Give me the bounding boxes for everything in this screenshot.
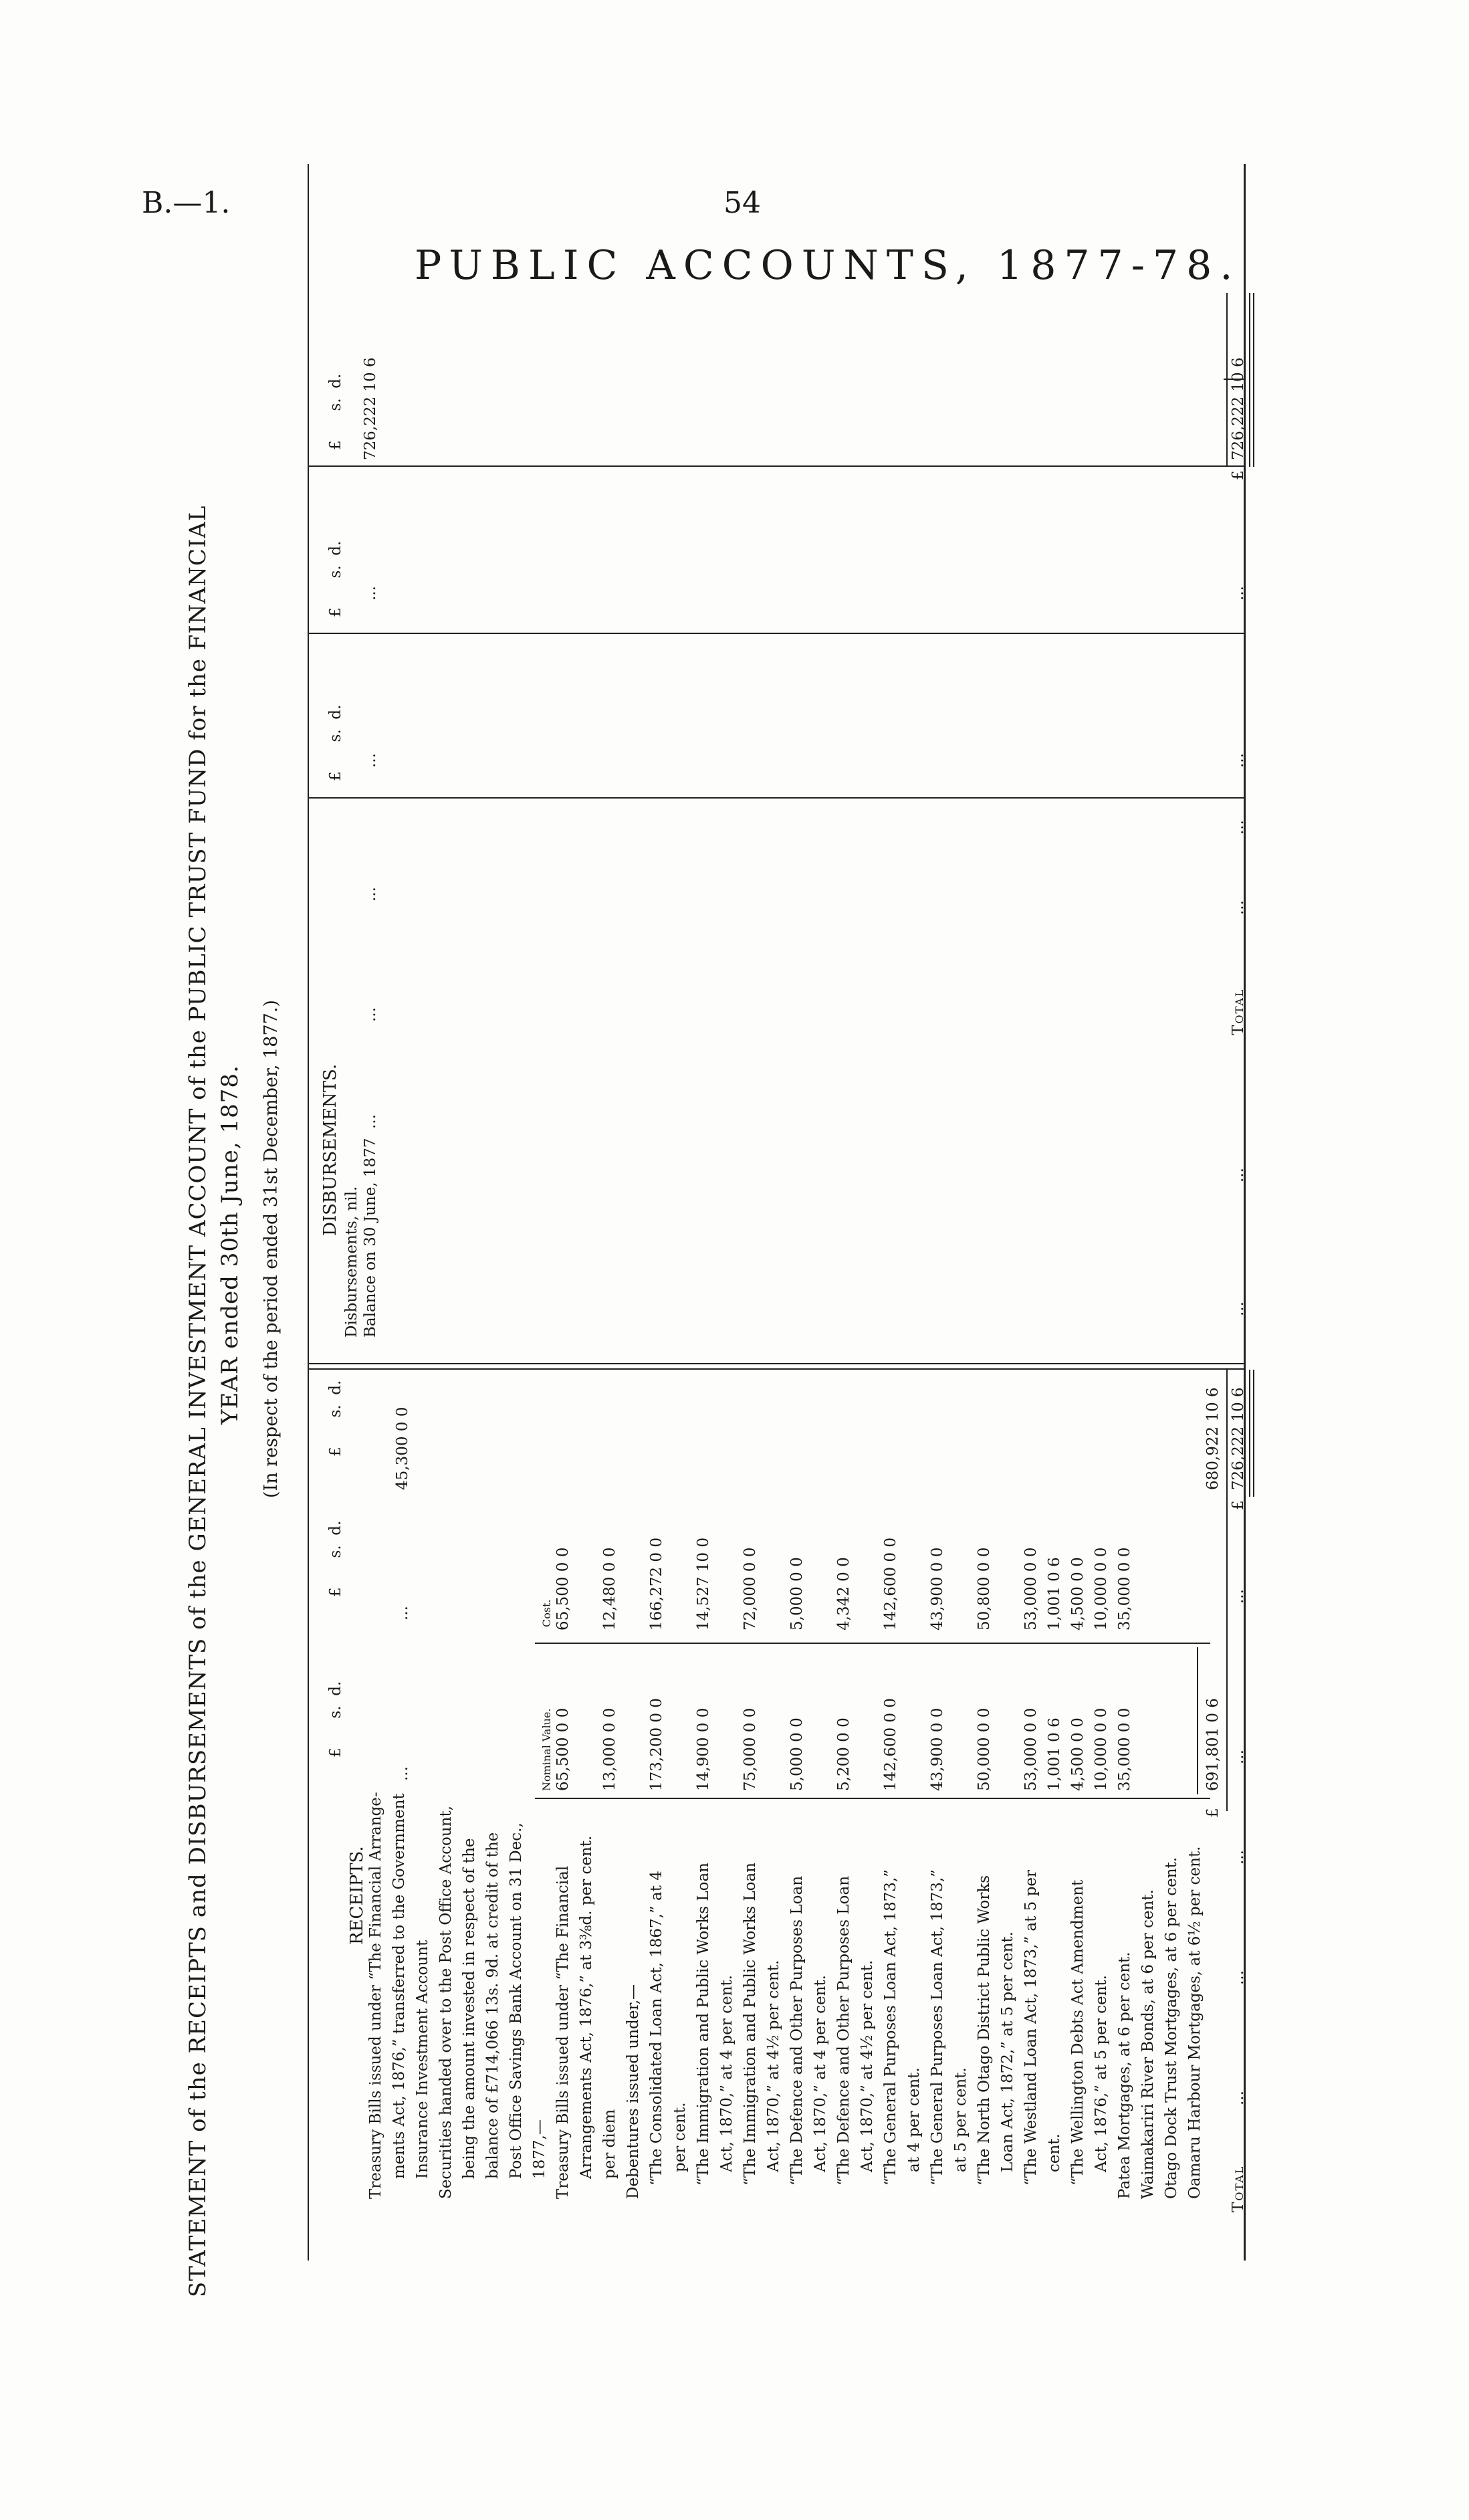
receipt-line: Insurance Investment Account: [414, 1939, 431, 2179]
receipt-line: Oamaru Harbour Mortgages, at 6½ per cent.: [1186, 1846, 1204, 2199]
receipts-double-rule: [1249, 1370, 1254, 1497]
receipt-line: per diem: [601, 2109, 618, 2179]
cost-amount: 35,000 0 0: [1116, 1547, 1133, 1631]
disbursements-total-label: Total: [1230, 988, 1247, 1035]
treasury-cost-dots: ...: [394, 1606, 411, 1620]
receipt-line: “The General Purposes Loan Act, 1873,”: [882, 1869, 899, 2186]
disbursements-grand-total: 726,222 10 6: [1230, 357, 1247, 460]
receipt-line: “The Defence and Other Purposes Loan: [835, 1875, 853, 2186]
disb-col2-currency: £ s. d.: [327, 540, 344, 617]
disb-col3-currency: £ s. d.: [327, 373, 344, 450]
receipt-line: Post Office Savings Bank Account on 31 Dec.,: [507, 1822, 525, 2179]
disbursements-nil: Disbursements, nil.: [343, 1186, 360, 1338]
receipt-line: “The Consolidated Loan Act, 1867,” at 4: [648, 1871, 665, 2186]
disbursements-balance-amount: 726,222 10 6: [362, 357, 379, 460]
treasury-nominal-dots: ...: [394, 1766, 411, 1781]
col-nominal-currency: £ s. d.: [327, 1681, 344, 1758]
receipts-heading: RECEIPTS.: [347, 1846, 367, 1945]
receipts-total-dots-1: ...: [1230, 2091, 1247, 2105]
receipt-line: being the amount invested in respect of the: [461, 1838, 478, 2179]
receipts-total-dots-4: ...: [1230, 1750, 1247, 1764]
receipt-line: ments Act, 1876,” transferred to the Government: [390, 1793, 408, 2179]
disb-total-dots-6: ...: [1230, 586, 1247, 601]
receipt-line: Arrangements Act, 1876,” at 3⅜d. per cent.: [578, 1835, 595, 2179]
nominal-amount: 65,500 0 0: [554, 1707, 572, 1791]
receipts-total-rule: [1226, 1370, 1228, 1811]
disbursements-balance-label: Balance on 30 June, 1877: [362, 1138, 379, 1338]
cost-amount: 166,272 0 0: [648, 1538, 665, 1631]
table-divider-right: [308, 1363, 1245, 1364]
receipt-line: 1877,—: [531, 2119, 548, 2179]
receipt-line: at 4 per cent.: [905, 2067, 923, 2172]
disb-col1-dots: ...: [362, 753, 379, 768]
cost-col-rule: [535, 1643, 1210, 1644]
cost-amount: 53,000 0 0: [1022, 1547, 1040, 1631]
receipt-line: balance of £714,066 13s. 9d. at credit of the: [484, 1832, 501, 2179]
running-title: PUBLIC ACCOUNTS, 1877-78.: [415, 242, 1241, 289]
cost-amount: 43,900 0 0: [929, 1547, 946, 1631]
receipt-line: at 5 per cent.: [952, 2067, 970, 2172]
nominal-col-rule: [535, 1798, 1210, 1799]
nominal-total-rule: [1197, 1647, 1198, 1794]
receipt-line: Act, 1876,” at 5 per cent.: [1093, 1975, 1110, 2172]
cost-label: Cost.: [540, 1599, 553, 1627]
receipts-grand-total-prefix: £: [1230, 1500, 1247, 1510]
disbursements-total-rule: [1226, 293, 1228, 467]
page-number: 54: [723, 186, 761, 220]
cost-amount: 14,527 10 0: [695, 1538, 712, 1631]
disb-total-dots-4: ...: [1230, 820, 1247, 835]
receipt-line: Treasury Bills issued under “The Financial: [554, 1865, 572, 2199]
nominal-total-prefix: £: [1204, 1808, 1222, 1818]
nominal-amount: 5,000 0 0: [788, 1717, 806, 1791]
nominal-amount: 173,200 0 0: [648, 1698, 665, 1791]
receipts-grand-total: 726,222 10 6: [1230, 1387, 1247, 1490]
nominal-value-label: Nominal Value.: [540, 1708, 553, 1791]
receipt-line: “The North Otago District Public Works: [976, 1875, 993, 2186]
nominal-amount: 50,000 0 0: [976, 1707, 993, 1791]
receipts-total-dots-2: ...: [1230, 1970, 1247, 1985]
cost-amount: 72,000 0 0: [742, 1547, 759, 1631]
receipt-line: cent.: [1046, 2133, 1063, 2172]
receipt-line: “The General Purposes Loan Act, 1873,”: [929, 1869, 946, 2186]
receipt-line: Treasury Bills issued under “The Financial Arrange-: [367, 1792, 384, 2199]
disb-total-dots-3: ...: [1230, 900, 1247, 915]
receipt-line: Patea Mortgages, at 6 per cent.: [1116, 1952, 1133, 2199]
nominal-amount: 43,900 0 0: [929, 1707, 946, 1791]
statement-title-line2: YEAR ended 30th June, 1878.: [217, 1065, 243, 1425]
statement-title: STATEMENT of the RECEIPTS and DISBURSEMENTS of the GENERAL INVESTMENT ACCOUNT of the PUBLIC TRUST FUND for the FINANCIAL: [185, 505, 211, 2297]
nominal-amount: 1,001 0 6: [1046, 1717, 1063, 1791]
nominal-amount: 14,900 0 0: [695, 1707, 712, 1791]
cost-amount: 5,000 0 0: [788, 1557, 806, 1631]
page-ref: B.—1.: [142, 186, 231, 220]
disb-col-rule-1: [308, 797, 1245, 799]
col-cost-currency: £ s. d.: [327, 1520, 344, 1597]
table-divider-left: [308, 1368, 1245, 1370]
nominal-amount: 35,000 0 0: [1116, 1707, 1133, 1791]
receipt-line: per cent.: [671, 2102, 689, 2172]
disb-col-rule-3: [308, 465, 1245, 467]
cost-amount: 65,500 0 0: [554, 1547, 572, 1631]
receipt-line: Act, 1870,” at 4½ per cent.: [765, 1960, 782, 2172]
receipts-total-dots-5: ...: [1230, 1589, 1247, 1604]
receipt-line: Act, 1870,” at 4 per cent.: [812, 1975, 829, 2172]
receipt-line: Debentures issued under,—: [625, 1984, 642, 2199]
col-total-currency: £ s. d.: [327, 1380, 344, 1457]
statement-subtitle: (In respect of the period ended 31st December, 1877.): [261, 1000, 281, 1498]
treasury-transfer-amount: 45,300 0 0: [394, 1406, 411, 1490]
receipt-line: Act, 1870,” at 4 per cent.: [718, 1975, 736, 2172]
cost-total: 680,922 10 6: [1204, 1387, 1222, 1490]
disb-total-dots-2: ...: [1230, 1168, 1247, 1182]
disb-total-dots-1: ...: [1230, 1301, 1247, 1316]
cost-amount: 1,001 0 6: [1046, 1557, 1063, 1631]
cost-amount: 10,000 0 0: [1093, 1547, 1110, 1631]
disbursements-heading: DISBURSEMENTS.: [320, 1063, 340, 1236]
disb-dots-1: ...: [362, 1114, 379, 1129]
nominal-amount: 5,200 0 0: [835, 1717, 853, 1791]
cost-amount: 50,800 0 0: [976, 1547, 993, 1631]
disb-dots-2: ...: [362, 1007, 379, 1022]
cost-amount: 4,500 0 0: [1069, 1557, 1087, 1631]
receipt-line: Loan Act, 1872,” at 5 per cent.: [999, 1931, 1016, 2172]
receipt-line: Act, 1870,” at 4½ per cent.: [859, 1960, 876, 2172]
receipt-line: “The Immigration and Public Works Loan: [695, 1863, 712, 2186]
receipt-line: “The Defence and Other Purposes Loan: [788, 1875, 806, 2186]
receipt-line: “The Westland Loan Act, 1873,” at 5 per: [1022, 1870, 1040, 2186]
nominal-amount: 53,000 0 0: [1022, 1707, 1040, 1791]
receipt-line: “The Immigration and Public Works Loan: [742, 1863, 759, 2186]
nominal-total: 691,801 0 6: [1204, 1698, 1222, 1791]
nominal-amount: 75,000 0 0: [742, 1707, 759, 1791]
receipt-line: Securities handed over to the Post Office Account,: [437, 1805, 455, 2199]
disbursements-grand-total-prefix: £: [1230, 470, 1247, 480]
disbursements-double-rule: [1249, 293, 1254, 467]
disb-col-rule-2: [308, 633, 1245, 634]
disb-col1-currency: £ s. d.: [327, 704, 344, 781]
cost-amount: 4,342 0 0: [835, 1557, 853, 1631]
table-top-border: [308, 164, 309, 2261]
receipt-line: Otago Dock Trust Mortgages, at 6 per cent.: [1163, 1857, 1180, 2199]
cost-amount: 12,480 0 0: [601, 1547, 618, 1631]
nominal-amount: 4,500 0 0: [1069, 1717, 1087, 1791]
receipt-line: “The Wellington Debts Act Amendment: [1069, 1879, 1087, 2186]
cost-amount: 142,600 0 0: [882, 1538, 899, 1631]
nominal-amount: 13,000 0 0: [601, 1707, 618, 1791]
nominal-amount: 10,000 0 0: [1093, 1707, 1110, 1791]
receipts-total-dots-3: ...: [1230, 1850, 1247, 1865]
receipts-total-label: Total: [1230, 2165, 1247, 2212]
nominal-amount: 142,600 0 0: [882, 1698, 899, 1791]
receipt-line: Waimakariri River Bonds, at 6 per cent.: [1139, 1889, 1157, 2199]
disb-total-dots-5: ...: [1230, 753, 1247, 768]
disb-dots-3: ...: [362, 887, 379, 902]
disb-col2-dots: ...: [362, 586, 379, 601]
